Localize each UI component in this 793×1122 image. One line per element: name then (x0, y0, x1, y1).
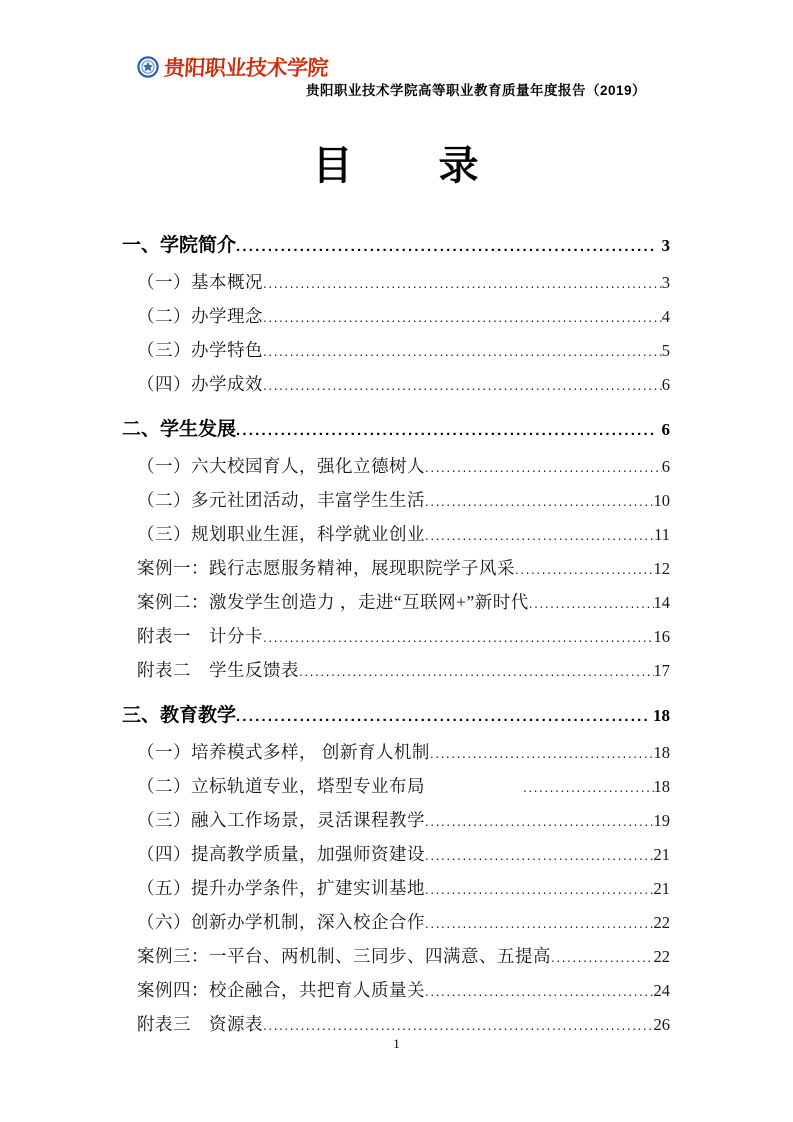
report-title: 贵阳职业技术学院高等职业教育质量年度报告（2019） (305, 83, 646, 98)
toc-entry-page-number: 14 (653, 593, 670, 612)
toc-entry-page-number: 4 (661, 307, 670, 326)
toc-entry (122, 939, 670, 973)
toc-entry (122, 973, 670, 1007)
toc-entry (122, 449, 670, 483)
footer-page-number: 1 (393, 1036, 400, 1051)
toc-entry-label: 一、学院简介 (122, 235, 237, 256)
toc-entry-label: （二）办学理念 (137, 306, 263, 326)
dot-leader (430, 737, 654, 771)
dot-leader (263, 335, 662, 369)
dot-leader (551, 941, 654, 975)
toc-entry-label: （三）融入工作场景，灵活课程教学 (137, 810, 425, 830)
toc-entry-page-number: 3 (661, 273, 670, 292)
dot-leader (236, 412, 655, 450)
toc-entry-page-number: 12 (653, 559, 670, 578)
toc-entry (122, 871, 670, 905)
college-logo (137, 50, 328, 84)
toc-entry-page-number: 21 (653, 879, 670, 898)
dot-leader (425, 485, 654, 519)
toc-entry-label: 附表三 资源表 (137, 1014, 263, 1034)
toc-entry-page-number: 22 (653, 947, 670, 966)
toc-entry-page-number: 16 (653, 627, 670, 646)
toc-entry-label: 二、学生发展 (122, 419, 237, 440)
dot-leader (425, 519, 654, 553)
toc-entry (122, 837, 670, 871)
dot-leader (236, 698, 647, 736)
toc-entry-page-number: 3 (661, 236, 670, 255)
toc-entry (122, 265, 670, 299)
toc-entry (122, 697, 670, 735)
toc-entry (122, 411, 670, 449)
toc-entry (122, 905, 670, 939)
dot-leader (263, 301, 662, 335)
toc-entry (122, 227, 670, 265)
dot-leader (425, 805, 654, 839)
toc-entry-page-number: 26 (653, 1015, 670, 1034)
dot-leader (425, 975, 654, 1009)
toc-entry-page-number: 18 (653, 743, 670, 762)
toc-entry (122, 769, 670, 803)
toc-entry-label: （四）办学成效 (137, 374, 263, 394)
toc-entry-label: （一）培养模式多样， 创新育人机制 (137, 742, 430, 762)
toc-entry (122, 333, 670, 367)
toc-entry-label: （三）办学特色 (137, 340, 263, 360)
dot-leader (263, 621, 654, 655)
dot-leader (425, 873, 654, 907)
toc-list (122, 227, 670, 1041)
page-title: 目 录 (312, 144, 481, 188)
dot-leader (263, 267, 662, 301)
toc-entry-label: （三）规划职业生涯，科学就业创业 (137, 524, 425, 544)
dot-leader (515, 553, 654, 587)
dot-leader (523, 771, 654, 805)
dot-leader (236, 228, 655, 266)
college-logo-text: 贵阳职业技术学院 (163, 56, 329, 80)
dot-leader (263, 369, 662, 403)
toc-entry (122, 517, 670, 551)
toc-entry-label: （四）提高教学质量，加强师资建设 (137, 844, 425, 864)
dot-leader (425, 907, 654, 941)
toc-entry (122, 585, 670, 619)
toc-entry-page-number: 6 (661, 375, 670, 394)
toc-entry-label: 案例四：校企融合，共把育人质量关 (137, 980, 425, 1000)
toc-entry (122, 299, 670, 333)
toc-entry-page-number: 21 (653, 845, 670, 864)
toc-entry-label: （一）基本概况 (137, 272, 263, 292)
toc-entry-page-number: 22 (653, 913, 670, 932)
toc-entry-label: （五）提升办学条件，扩建实训基地 (137, 878, 425, 898)
toc-entry-label: 三、教育教学 (122, 705, 237, 726)
toc-entry-label: 案例三：一平台、两机制、三同步、四满意、五提高 (137, 946, 551, 966)
toc-entry-label: （二）多元社团活动，丰富学生生活 (137, 490, 425, 510)
toc-entry-label: 附表二 学生反馈表 (137, 660, 299, 680)
toc-entry-page-number: 5 (661, 341, 670, 360)
toc-entry-page-number: 19 (653, 811, 670, 830)
toc-entry-page-number: 6 (661, 420, 670, 439)
college-emblem-icon (137, 56, 159, 78)
toc-entry-label: 附表一 计分卡 (137, 626, 263, 646)
dot-leader (425, 451, 662, 485)
toc-entry-page-number: 11 (654, 525, 670, 544)
toc-entry (122, 483, 670, 517)
toc-entry (122, 367, 670, 401)
dot-leader (529, 587, 654, 621)
dot-leader (299, 655, 654, 689)
toc-entry (122, 803, 670, 837)
toc-entry-page-number: 6 (661, 457, 670, 476)
toc-entry-page-number: 10 (653, 491, 670, 510)
toc-entry (122, 551, 670, 585)
toc-entry (122, 653, 670, 687)
toc-entry-label: （六）创新办学机制，深入校企合作 (137, 912, 425, 932)
toc-entry-page-number: 18 (653, 706, 670, 725)
toc-entry (122, 619, 670, 653)
toc-entry-label: （二）立标轨道专业，塔型专业布局 (137, 776, 425, 796)
toc-entry (122, 735, 670, 769)
toc-entry-page-number: 17 (653, 661, 670, 680)
toc-entry-label: 案例一：践行志愿服务精神，展现职院学子风采 (137, 558, 515, 578)
dot-leader (425, 839, 654, 873)
toc-entry-label: 案例二：激发学生创造力 ，走进“互联网+”新时代 (137, 592, 529, 612)
toc-entry-page-number: 18 (653, 777, 670, 796)
toc-entry-page-number: 24 (653, 981, 670, 1000)
toc-entry-label: （一）六大校园育人，强化立德树人 (137, 456, 425, 476)
